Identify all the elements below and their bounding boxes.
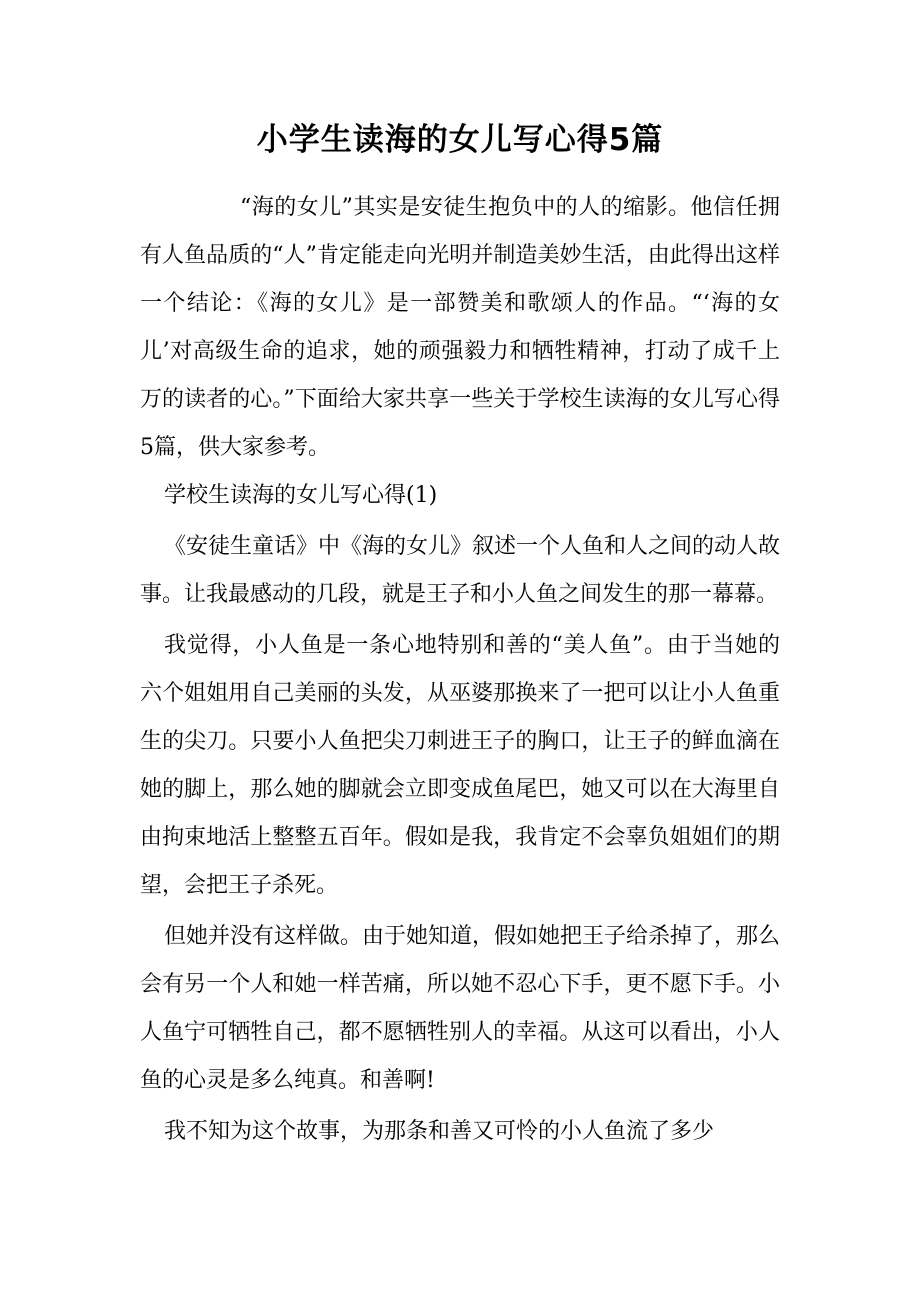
- body-paragraph: 但她并没有这样做。由于她知道，假如她把王子给杀掉了，那么会有另一个人和她一样苦痛，所以她不忍心下手，更不愿下手。小人鱼宁可牺牲自己，都不愿牺牲别人的幸福。从这可以看出，小人鱼的心灵是多么纯真。和善啊!: [140, 924, 781, 1093]
- document-body: [140, 184, 780, 1156]
- body-paragraph: 我觉得，小人鱼是一条心地特别和善的“美人鱼”。由于当她的六个姐姐用自己美丽的头发，从巫婆那换来了一把可以让小人鱼重生的尖刀。只要小人鱼把尖刀刺进王子的胸口，让王子的鲜血滴在她的脚上，那么她的脚就会立即变成鱼尾巴，她又可以在大海里自由拘束地活上整整五百年。假如是我，我肯定不会辜负姐姐们的期望，会把王子杀死。: [140, 633, 780, 898]
- body-paragraph: 《安徒生童话》中《海的女儿》叙述一个人鱼和人之间的动人故事。让我最感动的几段，就是王子和小人鱼之间发生的那一幕幕。: [140, 534, 781, 607]
- intro-paragraph: “海的女儿”其实是安徒生抱负中的人的缩影。他信任拥有人鱼品质的“人”肯定能走向光明并制造美妙生活，由此得出这样一个结论：《海的女儿》是一部赞美和歌颂人的作品。“‘海的女儿’对高级生命的追求，她的顽强毅力和牺牲精神，打动了成千上万的读者的心。”下面给大家共享一些关于学校生读海的女儿写心得5篇，供大家参考。: [140, 195, 780, 460]
- section-heading: 学校生读海的女儿写心得(1): [164, 483, 438, 508]
- document-title: 小学生读海的女儿写心得5篇: [256, 122, 664, 158]
- body-paragraph: 我不知为这个故事，为那条和善又可怜的小人鱼流了多少: [164, 1119, 715, 1144]
